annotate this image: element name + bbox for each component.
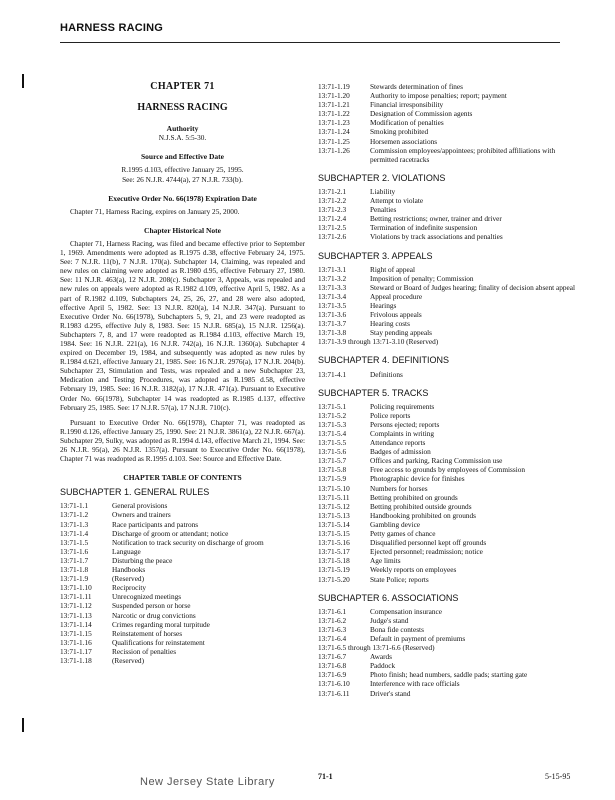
page-number: 71-1 <box>318 772 333 781</box>
running-head: HARNESS RACING <box>60 22 164 34</box>
subchapter-heading: SUBCHAPTER 5. TRACKS <box>318 387 429 398</box>
toc-row: 13:71-5.8 Free access to grounds by employees of Commission <box>318 465 526 475</box>
toc-row: 13:71-2.1 Liability <box>318 186 396 196</box>
toc-row: 13:71-5.15 Petty games of chance <box>318 529 436 539</box>
toc-row: 13:71-1.4 Discharge of groom or attendant; notice <box>60 528 229 538</box>
subchapter-heading: SUBCHAPTER 6. ASSOCIATIONS <box>318 592 459 603</box>
margin-change-bar-top <box>22 74 24 88</box>
toc-row: 13:71-5.3 Persons ejected; reports <box>318 419 440 429</box>
subchapter-heading: SUBCHAPTER 2. VIOLATIONS <box>318 172 446 183</box>
toc-row: 13:71-5.17 Ejected personnel; readmission; notice <box>318 547 483 557</box>
toc-row: 13:71-1.21 Financial irresponsibility <box>318 100 444 110</box>
toc-row: 13:71-1.15 Reinstatement of horses <box>60 628 183 638</box>
subchapter-heading: SUBCHAPTER 4. DEFINITIONS <box>318 355 450 366</box>
toc-row: 13:71-5.5 Attendance reports <box>318 438 426 448</box>
toc-row: 13:71-6.1 Compensation insurance <box>318 606 442 616</box>
toc-row: 13:71-1.13 Narcotic or drug convictions <box>60 610 196 620</box>
toc-row: 13:71-3.5 Hearings <box>318 300 397 310</box>
toc-list-sub1 <box>60 501 305 665</box>
toc-row: 13:71-5.14 Gambling device <box>318 519 421 529</box>
toc-list-sub5 <box>318 402 580 584</box>
eo-label: Executive Order No. 66(1978) Expiration Date <box>108 193 257 203</box>
toc-row: 13:71-1.5 Notification to track security on discharge of groom <box>60 537 264 547</box>
toc-row: 13:71-5.19 Weekly reports on employees <box>318 565 457 575</box>
margin-change-bar-bottom <box>22 718 24 732</box>
toc-row: 13:71-3.1 Right of appeal <box>318 264 415 274</box>
toc-row: 13:71-4.1 Definitions <box>318 369 403 379</box>
toc-row: 13:71-1.7 Disturbing the peace <box>60 555 173 565</box>
toc-row: 13:71-5.7 Offices and parking, Racing Commission use <box>318 456 503 466</box>
authority-block <box>60 124 305 142</box>
toc-row: 13:71-1.1 General provisions <box>60 501 168 511</box>
toc-row: 13:71-2.6 Violations by track associations and penalties <box>318 232 503 242</box>
library-watermark: New Jersey State Library <box>140 776 275 788</box>
source-block <box>60 152 305 183</box>
toc-row: 13:71-5.18 Age limits <box>318 556 401 566</box>
header-rule <box>60 42 560 43</box>
toc-row: 13:71-6.7 Awards <box>318 652 393 662</box>
eo-text: Chapter 71, Harness Racing, expires on January 25, 2000. <box>70 206 240 216</box>
toc-row: 13:71-6.10 Interference with race officials <box>318 679 460 689</box>
toc-row: 13:71-6.9 Photo finish; head numbers, saddle pads; starting gate <box>318 670 528 680</box>
history-paragraph: Chapter 71, Harness Racing, was filed and became effective prior to September 1, 1969. Amendments were adopted as R.1975 d.38, effective February 24, 1975. See: 7 N.J.R. 11(b), 7 N.J.R. 170(a). Subchapter 14, Claiming, was repealed and new rules on claiming were adopted as R.1980 d.95, effective February 27, 1980. See: 11 N.J.R. 463(a), 12 N.J.R. 208(c). Subchapter 3, Appeals, was repealed and new rules on appeals were adopted as R.1982 d.109, effective April 5, 1982. As a part of R.1982 d.109, Subchapters 24, 25, 26, 27, and 28 were also adopted, effective April 5, 1982. See: 13 N.J.R. 820(a), 14 N.J.R. 347(a). Pursuant to Executive Order No. 66(1978), Subchapters 5, 9, 21, and 23 were readopted as R.1983 d.295, effective July 8, 1983. See: 15 N.J.R. 685(a), 15 N.J.R. 1256(a). Subchapters 7, 8, and 17 were readopted as R.1984 d.103, effective March 19, 1984. See: 16 N.J.R. 221(a), 16 N.J.R. 742(a), 16 N.J.R. 1360(a). Subchapter 4 expired on December 19, 1984, and subsequently was adopted as new rules by R.1984 d.621, effective January 21, 1985. See: 16 N.J.R. 2976(a), 17 N.J.R. 204(b). Subchapter 23, Stimulation and Tests, was repealed and a new Subchapter 23, Medication and Testing Procedures, was adopted as R.1985 d.58, effective February 19, 1985. See: 16 N.J.R. 3182(a), 17 N.J.R. 471(a). Pursuant to Executive Order No. 66(1978), Subchapter 14 was readopted as R.1985 d.137, effective February 25, 1985. See: 17 N.J.R. 57(a), 17 N.J.R. 710(c). <box>60 238 305 412</box>
toc-row: 13:71-6.11 Driver's stand <box>318 688 411 698</box>
toc-row: 13:71-3.7 Hearing costs <box>318 319 410 329</box>
toc-row: 13:71-5.6 Badges of admission <box>318 447 431 457</box>
chapter-number: CHAPTER 71 <box>150 81 215 92</box>
history-paragraph: Pursuant to Executive Order No. 66(1978), Chapter 71, was readopted as R.1990 d.126, effective January 25, 1990. See: 21 N.J.R. 3861(a), 22 N.J.R. 667(a). Subchapter 29, Sulky, was adopted as R.1994 d.143, effective March 21, 1994. See: 26 N.J.R. 95(a), 26 N.J.R. 1357(a). Pursuant to Executive Order No. 66(1978), Chapter 71 was readopted as R.1995 d.103. See: Source and Effective Date. <box>60 417 305 464</box>
toc-list-sub2 <box>318 187 580 242</box>
toc-row: 13:71-1.18 (Reserved) <box>60 655 145 665</box>
toc-row-range: 13:71-6.5 through 13:71-6.6 (Reserved) <box>318 643 435 653</box>
toc-row: 13:71-1.20 Authority to impose penalties; report; payment <box>318 91 507 101</box>
toc-row: 13:71-5.13 Handbooking prohibited on grounds <box>318 510 476 520</box>
toc-row: 13:71-3.3 Steward or Board of Judges hearing; finality of decision absent appeal <box>318 282 576 292</box>
toc-row: 13:71-5.1 Policing requirements <box>318 401 435 411</box>
toc-row-range: 13:71-3.9 through 13:71-3.10 (Reserved) <box>318 337 439 347</box>
toc-row: 13:71-1.2 Owners and trainers <box>60 510 171 520</box>
toc-row: 13:71-1.23 Modification of penalties <box>318 118 444 128</box>
toc-row: 13:71-1.16 Qualifications for reinstatement <box>60 637 205 647</box>
toc-row: 13:71-2.4 Betting restrictions; owner, trainer and driver <box>318 214 502 224</box>
toc-list-sub4 <box>318 370 580 379</box>
toc-row: 13:71-2.5 Termination of indefinite suspension <box>318 223 478 233</box>
toc-row: 13:71-1.17 Recission of penalties <box>60 646 177 656</box>
toc-row: 13:71-6.8 Paddock <box>318 661 396 671</box>
right-column <box>318 82 580 698</box>
toc-list-sub6 <box>318 607 580 698</box>
toc-list-sub3 <box>318 265 580 347</box>
toc-row: 13:71-5.11 Betting prohibited on grounds <box>318 492 458 502</box>
source-label: Source and Effective Date <box>141 152 224 162</box>
toc-row: 13:71-5.12 Betting prohibited outside grounds <box>318 501 472 511</box>
toc-row: 13:71-1.12 Suspended person or horse <box>60 601 191 611</box>
toc-row: 13:71-3.4 Appeal procedure <box>318 291 423 301</box>
toc-row: 13:71-2.3 Penalties <box>318 205 397 215</box>
toc-row: 13:71-5.10 Numbers for horses <box>318 483 428 493</box>
toc-row: 13:71-1.14 Crimes regarding moral turpitude <box>60 619 210 629</box>
history-label: Chapter Historical Note <box>144 225 221 235</box>
toc-row: 13:71-1.9 (Reserved) <box>60 574 145 584</box>
toc-list-sub1-cont <box>318 82 580 164</box>
toc-row: 13:71-1.22 Designation of Commission agents <box>318 109 473 119</box>
toc-row: 13:71-5.9 Photographic device for finishes <box>318 474 465 484</box>
toc-title: CHAPTER TABLE OF CONTENTS <box>123 473 242 483</box>
authority-text: N.J.S.A. 5:5-30. <box>158 133 207 143</box>
toc-row: 13:71-3.8 Stay pending appeals <box>318 328 433 338</box>
toc-row: 13:71-1.19 Stewards determination of fines <box>318 82 464 91</box>
toc-row: 13:71-1.11 Unrecognized meetings <box>60 592 182 602</box>
subchapter-heading: SUBCHAPTER 1. GENERAL RULES <box>60 487 210 498</box>
toc-row: 13:71-1.25 Horsemen associations <box>318 136 438 146</box>
toc-row: 13:71-5.4 Complaints in writing <box>318 429 435 438</box>
toc-row: 13:71-1.10 Reciprocity <box>60 583 147 593</box>
toc-row: 13:71-3.6 Frivolous appeals <box>318 310 422 320</box>
toc-row: 13:71-5.20 State Police; reports <box>318 574 429 584</box>
toc-row: 13:71-3.2 Imposition of penalty; Commission <box>318 273 474 283</box>
toc-row: 13:71-6.4 Default in payment of premiums <box>318 633 466 643</box>
eo-block <box>60 194 305 216</box>
toc-row: 13:71-5.16 Disqualified personnel kept off grounds <box>318 538 487 548</box>
subchapter-heading: SUBCHAPTER 3. APPEALS <box>318 250 433 261</box>
toc-row: 13:71-5.2 Police reports <box>318 410 411 420</box>
toc-row: 13:71-1.24 Smoking prohibited <box>318 127 429 137</box>
left-column <box>60 82 305 665</box>
toc-row: 13:71-1.8 Handbooks <box>60 565 146 575</box>
toc-row: 13:71-1.3 Race participants and patrons <box>60 519 199 529</box>
revision-date: 5-15-95 <box>545 772 571 781</box>
toc-row: 13:71-1.26 Commission employees/appointees; prohibited affiliations with permitted racetracks <box>318 145 556 164</box>
source-line: See: 26 N.J.R. 4744(a), 27 N.J.R. 733(b). <box>122 174 243 184</box>
source-line: R.1995 d.103, effective January 25, 1995. <box>121 165 244 175</box>
toc-row: 13:71-6.2 Judge's stand <box>318 615 409 625</box>
chapter-title: HARNESS RACING <box>137 102 228 114</box>
toc-row: 13:71-2.2 Attempt to violate <box>318 196 424 206</box>
authority-label: Authority <box>166 124 199 134</box>
toc-row: 13:71-6.3 Bona fide contests <box>318 624 424 634</box>
toc-row: 13:71-1.6 Language <box>60 546 141 556</box>
